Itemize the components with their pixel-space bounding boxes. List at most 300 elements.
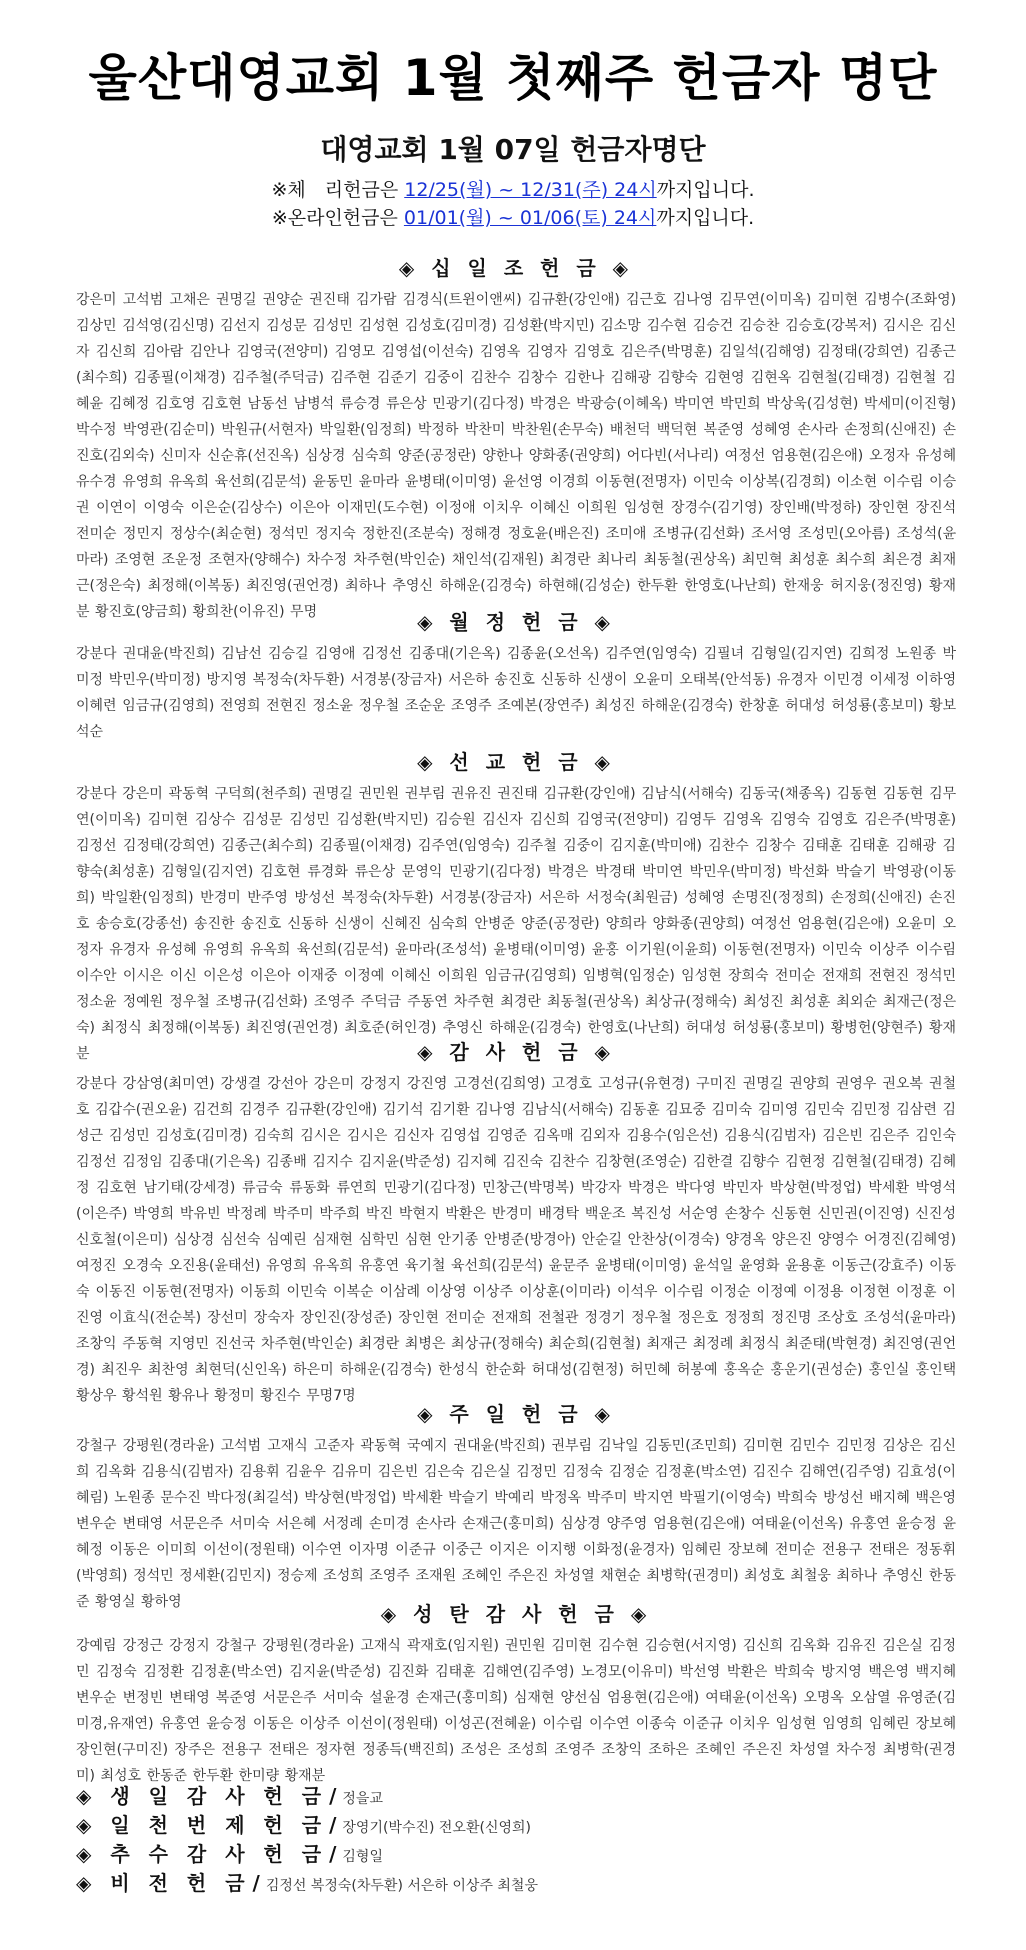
donor-name: 유영희 [266,1258,307,1274]
donor-name: 박영석(이은주) [76,1180,957,1222]
donor-name: 김미현 [817,292,858,308]
donor-name: 심현 [404,1232,432,1248]
donor-name: 김창수 [755,838,796,854]
donor-name: 김찬수 [548,1154,590,1170]
donor-name: 박강자 [580,1180,622,1196]
donor-name: 장경수(김기영) [671,500,764,516]
donor-name: 박수정 [76,422,117,438]
donor-name: 이중근 [442,1542,483,1558]
donor-name: 손정희(신애진) [844,422,937,438]
donor-name: 김정민 [516,1464,557,1480]
donor-name: 황영실 [94,1594,136,1610]
donor-name: 김한결 [692,1154,734,1170]
section-title: ◈ 월 정 헌 금 ◈ [417,610,615,634]
donor-name: 황병헌(양현주) [830,1020,923,1036]
donor-name: 김창현(조영순) [594,1154,688,1170]
donor-name: 이혜련 [76,698,117,714]
donor-name: 장인진(장성준) [300,1310,393,1326]
donor-name: 육선희(김문석) [451,1258,544,1274]
donor-name: 김성현 [358,318,400,334]
donor-name: 김성문 [242,812,283,828]
donor-name: 박미연 [673,396,715,412]
donor-name: 강철구 [76,1438,117,1454]
donor-name: 조순운 [404,698,446,714]
donor-name: 김은주(박명훈) [620,344,713,360]
misc-names: 김정선 복정숙(차두환) 서은하 이상주 최철웅 [265,1878,538,1894]
donor-name: 서정숙(최원금) [585,890,678,906]
donor-name: 김은숙 [423,1464,465,1480]
donor-name: 오윤미 [632,672,674,688]
donor-name: 최병은 [404,1336,446,1352]
donor-name: 김근호 [625,292,667,308]
donor-name: 복준영 [215,1690,257,1706]
donor-name: 김성문 [266,318,307,334]
donor-name: 김정숙 [96,1664,137,1680]
donor-name: 양은진 [771,1232,813,1248]
donor-name: 조혜인 [695,1742,736,1758]
donor-name: 손명진(정정희) [731,890,824,906]
donor-name: 신혜진 [380,916,422,932]
donor-name: 최진영(권언경) [246,578,339,594]
donor-name: 차수정 [836,1742,877,1758]
misc-names: 김형일 [342,1849,383,1865]
donor-name: 장숙자 [253,1310,295,1326]
donor-name: 정해경 [460,526,502,542]
donor-name: 김지윤(박준성) [358,1154,451,1170]
donor-name: 민광기(김다정) [432,396,525,412]
donor-name: 장인배(박정하) [769,500,862,516]
donor-name: 김향숙 [657,370,698,386]
donor-name: 정상수(최순현) [169,526,262,542]
donor-name: 최경란 [550,552,591,568]
donor-name: 김호현 [201,396,242,412]
donor-name: 박주미 [272,1206,314,1222]
donor-name: 김은실 [882,1638,923,1654]
donor-name: 김남식(서해숙) [641,786,734,802]
donor-name: 조성희 [323,1568,364,1584]
donor-name: 송진호 [240,916,282,932]
donor-name: 오태복(안석동) [679,672,772,688]
donor-name: 이정훈 [895,1284,937,1300]
donor-name: 임금규(김영희) [484,968,577,984]
donor-name: 신동하 [287,916,328,932]
donor-name: 김정임 [122,1154,163,1170]
donor-name: 양희라 [605,916,647,932]
donor-name: 양경옥 [725,1232,766,1248]
donor-name: 이동진 [95,1284,137,1300]
donor-name: 손진호(김외숙) [76,422,956,464]
donor-name: 서경봉(장금자) [440,890,533,906]
donor-name: 서문은주 [262,1690,317,1706]
donor-name: 조영주 [369,1568,410,1584]
donor-name: 정은호 [677,1310,719,1326]
donor-name: 윤석일 [692,1258,734,1274]
donor-name: 최성진 [594,698,636,714]
donor-name: 장인현 [398,1310,439,1326]
donor-name: 김형일(김지연) [161,864,254,880]
donor-name: 박환은 [726,1664,768,1680]
donor-name: 안병준 [474,916,515,932]
donor-name: 김무연(이미옥) [76,786,957,828]
donor-name: 이연이 [96,500,137,516]
donor-name: 정예원 [122,994,164,1010]
donor-name: 허성룡(홍보미) [831,698,924,714]
donor-name: 김선지 [219,318,261,334]
donor-name: 장주은 [174,1742,216,1758]
donor-name: 이은아 [249,968,291,984]
donor-name: 성혜영 [750,422,792,438]
donor-name: 김은빈 [822,1128,863,1144]
donor-name: 변태영 [122,1516,164,1532]
donor-name: 최경란 [358,1336,400,1352]
donor-name: 이동희 [239,1284,281,1300]
donor-name: 김동현 [836,786,878,802]
donor-name: 이민숙 [286,1284,328,1300]
donor-name: 허지웅(정진영) [830,578,923,594]
donor-name: 유영희 [203,942,244,958]
donor-name: 박세미(이진형) [864,396,957,412]
donor-name: 강은미 [76,292,117,308]
donor-name: 이은아 [289,500,330,516]
donor-name: 김희정 [848,646,890,662]
donor-name: 복준영 [703,422,745,438]
donor-name: 유경자 [109,942,150,958]
donor-name: 김준기 [376,370,418,386]
donor-name: 설윤경 [369,1690,410,1706]
misc-names: 장영기(박수진) 전오환(신영희) [342,1820,531,1836]
donor-name: 이수연 [589,1716,630,1732]
donor-name: 김승원 [435,812,476,828]
donor-name: 한영호(나난희) [587,1020,680,1036]
donor-name: 이상영 [425,1284,467,1300]
donor-name: 하은미 [293,1362,334,1378]
donor-name: 김영준 [486,1128,528,1144]
donor-name: 황재분 [76,1020,957,1062]
misc-separator: / [329,1813,337,1837]
donor-name: 김영모 [334,344,376,360]
donor-name: 주은진 [507,1568,549,1584]
misc-names: 정을교 [342,1791,383,1807]
donor-name: 윤병태(이미영) [493,942,586,958]
deadline-notice-online [0,203,1026,230]
donor-name: 이복순 [332,1284,374,1300]
donor-name: 구미진 [696,1076,737,1092]
donor-name: 김성환(박지민) [336,812,429,828]
donor-name: 김해광 [895,838,937,854]
donor-name: 김은주 [868,1128,910,1144]
donor-name: 최진영(권언경) [76,1336,957,1378]
donor-name: 양화종(권양희) [528,448,621,464]
donor-name: 임혜린 [681,1542,722,1558]
donor-name: 박경은 [547,864,589,880]
donor-name: 한두환 [637,578,678,594]
donor-name: 김미현 [147,812,189,828]
donor-name: 김성민 [312,318,353,334]
donor-name: 신동하 [540,672,582,688]
donor-name: 최철웅 [790,1568,831,1584]
donor-name: 최동철(권상옥) [643,552,736,568]
donor-name: 이지은 [488,1542,530,1558]
donor-name: 조혜인 [461,1568,503,1584]
donor-name: 김지혜 [456,1154,497,1170]
donor-name: 김태훈 [435,1664,476,1680]
donor-name: 반경미 [491,1206,533,1222]
donor-name: 양준(공정란) [397,448,477,464]
donor-name: 서문은주 [169,1516,224,1532]
donor-name: 류동화 [289,1180,330,1196]
donor-name: 김승찬 [738,318,780,334]
donor-name: 오정자 [76,916,956,958]
donor-name: 김묘중 [665,1102,706,1118]
donor-name: 하해운(김경숙) [489,1020,582,1036]
donor-name: 김정환 [143,1664,184,1680]
donor-name: 김태훈 [801,838,843,854]
donor-name: 황진수 [260,1388,301,1404]
donor-name: 이정예 [756,1284,798,1300]
deadline-period-link[interactable]: 12/25(월) ~ 12/31(주) 24시 [404,179,657,201]
donor-name: 엄용현(김은애) [797,916,890,932]
donor-name: 정석민 [915,968,957,984]
donor-name: 김동민(조민희) [644,1438,737,1454]
donor-name: 심상경 [560,1516,601,1532]
donor-name: 최성호 [100,1768,142,1784]
donor-name: 박영관(김순미) [122,422,215,438]
donor-name: 이시은 [122,968,164,984]
donor-name: 김용식(김범자) [724,1128,817,1144]
donor-name: 김해광 [610,370,652,386]
donor-name: 김종근(최수희) [76,344,956,386]
donor-name: 김정훈(박소연) [190,1664,283,1680]
donor-name: 황진호(양금희) [94,604,188,620]
section-tithe [76,252,956,625]
misc-birthday [76,1782,976,1811]
donor-name: 이동은 [109,1542,150,1558]
donor-name: 최호준(허인경) [344,1020,437,1036]
misc-vision [76,1869,976,1898]
donor-name: 어경진(김혜영) [864,1232,957,1248]
donor-name: 김호현 [260,864,301,880]
donor-name: 조성석(윤마라) [76,526,957,568]
donor-name: 허민혜 [630,1362,671,1378]
donor-name: 이수연 [301,1542,343,1558]
misc-harvest [76,1840,976,1869]
donor-name: 김종윤(오선옥) [506,646,599,662]
donor-name: 김성환(박지민) [502,318,595,334]
donor-name: 신동현 [770,1206,812,1222]
donor-name: 문수진 [160,1490,201,1506]
donor-name: 강철구 [215,1638,257,1654]
donor-name: 백은영 [868,1664,909,1680]
donor-name: 박필기(이영숙) [679,1490,772,1506]
donor-name: 윤문주 [548,1258,590,1274]
donor-name: 김주현 [330,370,371,386]
donor-name: 김영국(전양미) [236,344,329,360]
donor-name: 최성진 [743,994,784,1010]
donor-name: 이혜신 [529,500,571,516]
donor-name: 신진성 [915,1206,956,1222]
donor-name: 유옥희 [249,942,291,958]
donor-name: 김호영 [154,396,196,412]
donor-name: 차주현 [453,994,495,1010]
donor-name: 육선희(김문석) [296,942,389,958]
donor-name: 김필녀 [703,646,745,662]
donor-name: 고경선(김희영) [453,1076,546,1092]
donor-name: 조영현 [114,552,156,568]
donor-name: 고경호 [551,1076,593,1092]
donor-name: 유영준(김미경,유재연) [76,1690,957,1732]
name-list [76,287,956,625]
donor-name: 김민정 [850,1102,891,1118]
donor-name: 윤승정 [895,1516,937,1532]
donor-name: 강분다 [76,786,117,802]
donor-name: 남동선 [247,396,288,412]
donor-name: 김가람 [355,292,397,308]
donor-name: 정소윤 [312,698,353,714]
donor-name: 이은순(김상수) [190,500,283,516]
donor-name: 이치우 [729,1716,770,1732]
donor-name: 김무연(이미옥) [719,292,812,308]
deadline-period-link[interactable]: 01/01(월) ~ 01/06(토) 24시 [403,207,657,229]
name-list [76,1071,956,1409]
donor-name: 김영옥 [722,812,764,828]
donor-name: 강정지 [169,1638,210,1654]
donor-name: 이재중 [296,968,338,984]
donor-name: 박찬원(손무숙) [511,422,604,438]
section-thanks [76,1036,956,1409]
donor-name: 윤동민 [312,474,353,490]
donor-name: 권부림 [551,1438,593,1454]
donor-name: 이동현(전명자) [594,474,688,490]
donor-name: 손사라 [415,1516,457,1532]
donor-name: 한영호(나난희) [684,578,777,594]
donor-name: 송승호(강종선) [95,916,188,932]
donor-name: 김석영(김신명) [122,318,215,334]
donor-name: 김안나 [189,344,231,360]
misc-title: ◈ 추 수 감 사 헌 금 [76,1842,328,1866]
donor-name: 최정식 [739,1336,780,1352]
donor-name: 김미현 [742,1438,784,1454]
donor-name: 정소윤 [76,994,117,1010]
donor-name: 임성현 [681,968,722,984]
donor-name: 김민수 [789,1438,830,1454]
donor-name: 권양순 [262,292,304,308]
donor-name: 이희원 [576,500,618,516]
donor-name: 정승제 [276,1568,318,1584]
donor-name: 김병수(조화영) [864,292,957,308]
donor-name: 김현철 [895,370,937,386]
donor-name: 심숙희 [351,448,392,464]
donor-name: 김은주(박명훈) [864,812,957,828]
donor-name: 김영국(전양미) [576,812,669,828]
donor-name: 이미희 [156,1542,197,1558]
donor-name: 강선아 [267,1076,308,1092]
donor-name: 남병석 [293,396,335,412]
donor-name: 임병혁(임정순) [582,968,675,984]
donor-name: 김수현 [646,318,688,334]
donor-name: 김영호 [816,812,858,828]
donor-name: 김정선 [361,646,403,662]
donor-name: 김규환(강인애) [543,786,636,802]
donor-name: 신민권(이진영) [817,1206,910,1222]
donor-name: 김효성(이혜림) [76,1464,957,1506]
donor-name: 윤마라 [358,474,400,490]
donor-name: 박선화 [788,864,829,880]
donor-name: 류은상 [354,864,396,880]
donor-name: 이수안 [76,968,117,984]
donor-name: 윤마라(조성석) [395,942,488,958]
donor-name: 고채은 [169,292,210,308]
donor-name: 이신 [169,968,197,984]
donor-name: 이선이(정원태) [346,1716,439,1732]
donor-name: 권명길 [215,292,257,308]
donor-name: 주동혁 [122,1336,163,1352]
donor-name: 이경희 [548,474,590,490]
donor-name: 김신자 [482,812,523,828]
donor-name: 추영신 [882,1568,924,1584]
donor-name: 최찬영 [148,1362,189,1378]
donor-name: 류승경 [339,396,381,412]
donor-name: 권부림 [404,786,446,802]
donor-name: 송진한 [193,916,235,932]
donor-name: 김은빈 [377,1464,419,1480]
donor-name: 주은진 [742,1742,783,1758]
donor-name: 손재근(홍미희) [415,1690,508,1706]
donor-name: 김상수 [194,812,236,828]
donor-name: 방지영 [821,1664,862,1680]
donor-name: 한순화 [485,1362,526,1378]
donor-name: 김동훈 [619,1102,660,1118]
donor-name: 최준태(박현경) [785,1336,878,1352]
donor-name: 김미영 [757,1102,799,1118]
donor-name: 정세환(김민지) [179,1568,272,1584]
donor-name: 최경란 [500,994,541,1010]
donor-name: 김태훈 [848,838,890,854]
donor-name: 이은성 [203,968,244,984]
section-title: ◈ 선 교 헌 금 ◈ [417,750,615,774]
donor-name: 어다빈(서나리) [626,448,719,464]
donor-name: 황유나 [168,1388,209,1404]
deadline-prefix: ※체 리헌금은 [271,179,405,201]
donor-name: 문영익 [401,864,443,880]
donor-name: 황보석순 [76,698,957,740]
donor-name: 육선희(김문석) [214,474,307,490]
donor-name: 박상욱(김성현) [766,396,859,412]
donor-name: 장선미 [207,1310,248,1326]
donor-name: 오정자 [869,448,910,464]
donor-name: 김중이 [423,370,465,386]
donor-name: 박주희 [319,1206,360,1222]
name-list [76,641,956,745]
donor-name: 조창익 [76,1336,117,1352]
donor-name: 이소현 [836,474,878,490]
donor-name: 장희숙 [727,968,769,984]
donor-name: 고준자 [313,1438,355,1454]
donor-name: 최성호 [744,1568,785,1584]
donor-name: 홍운기(권성순) [770,1362,863,1378]
donor-name: 지영민 [168,1336,210,1352]
donor-name: 양선심 [560,1690,602,1706]
donor-name: 김신자 [76,318,957,360]
donor-name: 유홍연 [159,1716,201,1732]
donor-name: 김남선 [221,646,262,662]
donor-name: 김갑수(권오윤) [95,1102,188,1118]
donor-name: 김시은 [300,1128,341,1144]
donor-name: 김영호 [573,344,615,360]
donor-name: 김지윤(박준성) [289,1664,382,1680]
donor-name: 김숙희 [253,1128,295,1144]
donor-name: 고재식 [267,1438,308,1454]
donor-name: 이민숙 [692,474,734,490]
